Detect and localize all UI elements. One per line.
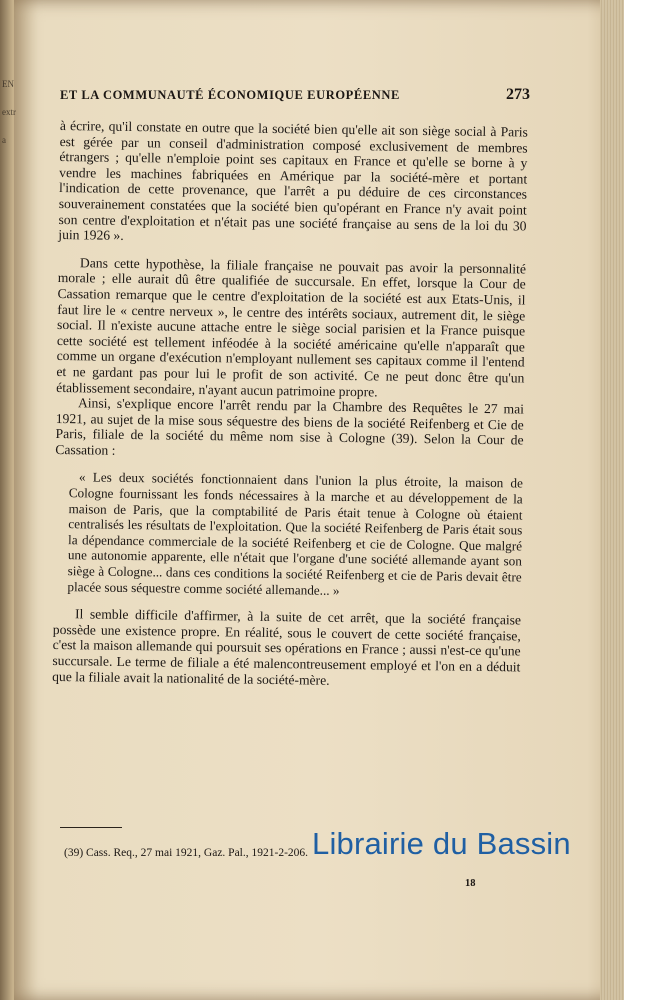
margin-fragment: extr — [2, 107, 16, 117]
margin-fragments — [2, 70, 24, 154]
watermark-text: Librairie du Bassin — [312, 826, 571, 861]
running-head — [60, 86, 530, 104]
page-number: 273 — [506, 86, 530, 103]
block-quote: « Les deux sociétés fonctionnaient dans l'union la plus étroite, la maison de Cologne fournissant les fonds nécessaires à la marche et au développement de la maison de Paris, que la comptabilité de Paris était tenue à Cologne où étaient centralisés les résultats de l'exploitation. Que la société Reifenberg de Paris était sous la dépendance commerciale de la société Reifenberg et cie de Cologne. Que malgré une autonomie apparente, elle n'était que l'organe d'une société allemande ayant son siège à Cologne... dans ces conditions la société Reifenberg et cie de Paris devait être placée sous séquestre comme société allemande... » — [67, 469, 524, 598]
quote-continuation: à écrire, qu'il constate en outre que la société bien qu'elle ait son siège social à Paris est gérée par un conseil d'administration composé exclusivement de membres étrangers ; qu'elle n'emploie point ses capitaux en France et qu'elle se borne à y vendre les machines fabriquées en Amérique par la société-mère et portant l'indication de cette provenance, que l'arrêt a pu déduire de ces circonstances souverainement constatées que la société bien qu'opérant en France n'y avait point son centre d'exploitation et n'était pas une société française au sens de la loi du 30 juin 1926 ». — [58, 118, 528, 244]
footnote-rule — [60, 827, 122, 828]
footnote: (39) Cass. Req., 27 mai 1921, Gaz. Pal., 1921-2-206. — [64, 847, 309, 859]
body-text — [52, 118, 528, 691]
paragraph: Ainsi, s'explique encore l'arrêt rendu par la Chambre des Requêtes le 27 mai 1921, au sujet de la mise sous séquestre des biens de la société Reifenberg et Cie de Paris, filiale de la société du même nom sise à Cologne (39). Selon la Cour de Cassation : — [55, 395, 525, 458]
margin-fragment: EN — [2, 79, 14, 89]
paragraph: Dans cette hypothèse, la filiale française ne pouvait pas avoir la personnalité morale ; elle aurait dû être qualifiée de succursale. En effet, lorsque la Cour de Cassation remarque que le centre d'exploitation de la société est aux Etats-Unis, il faut lire le « centre nerveux », le centre des intérêts sociaux, autrement dit, le siège social. Il n'existe aucune attache entre le siège social parisien et la France puisque cette société est tellement inféodée à la société américaine qu'elle n'apparaît que comme un organe d'exécution n'employant nullement ses capitaux comme il l'entend et ne gardant pas pour lui le profit de son activité. Ce ne peut donc être qu'un établissement secondaire, n'ayant aucun patrimoine propre. — [56, 255, 527, 399]
signature-mark: 18 — [465, 878, 476, 889]
margin-fragment: a — [2, 135, 6, 145]
page-stack-edge — [600, 0, 624, 1000]
paragraph: Il semble difficile d'affirmer, à la suite de cet arrêt, que la société française possède une existence propre. En réalité, sous le couvert de cette société française, c'est la maison allemande qui poursuit ses opérations en France ; aussi n'est-ce qu'une succursale. Le terme de filiale a été malencontreusement employé et l'on en a déduit que la filiale avait la nationalité de la société-mère. — [52, 606, 522, 688]
running-head-title: ET LA COMMUNAUTÉ ÉCONOMIQUE EUROPÉENNE — [60, 88, 400, 102]
